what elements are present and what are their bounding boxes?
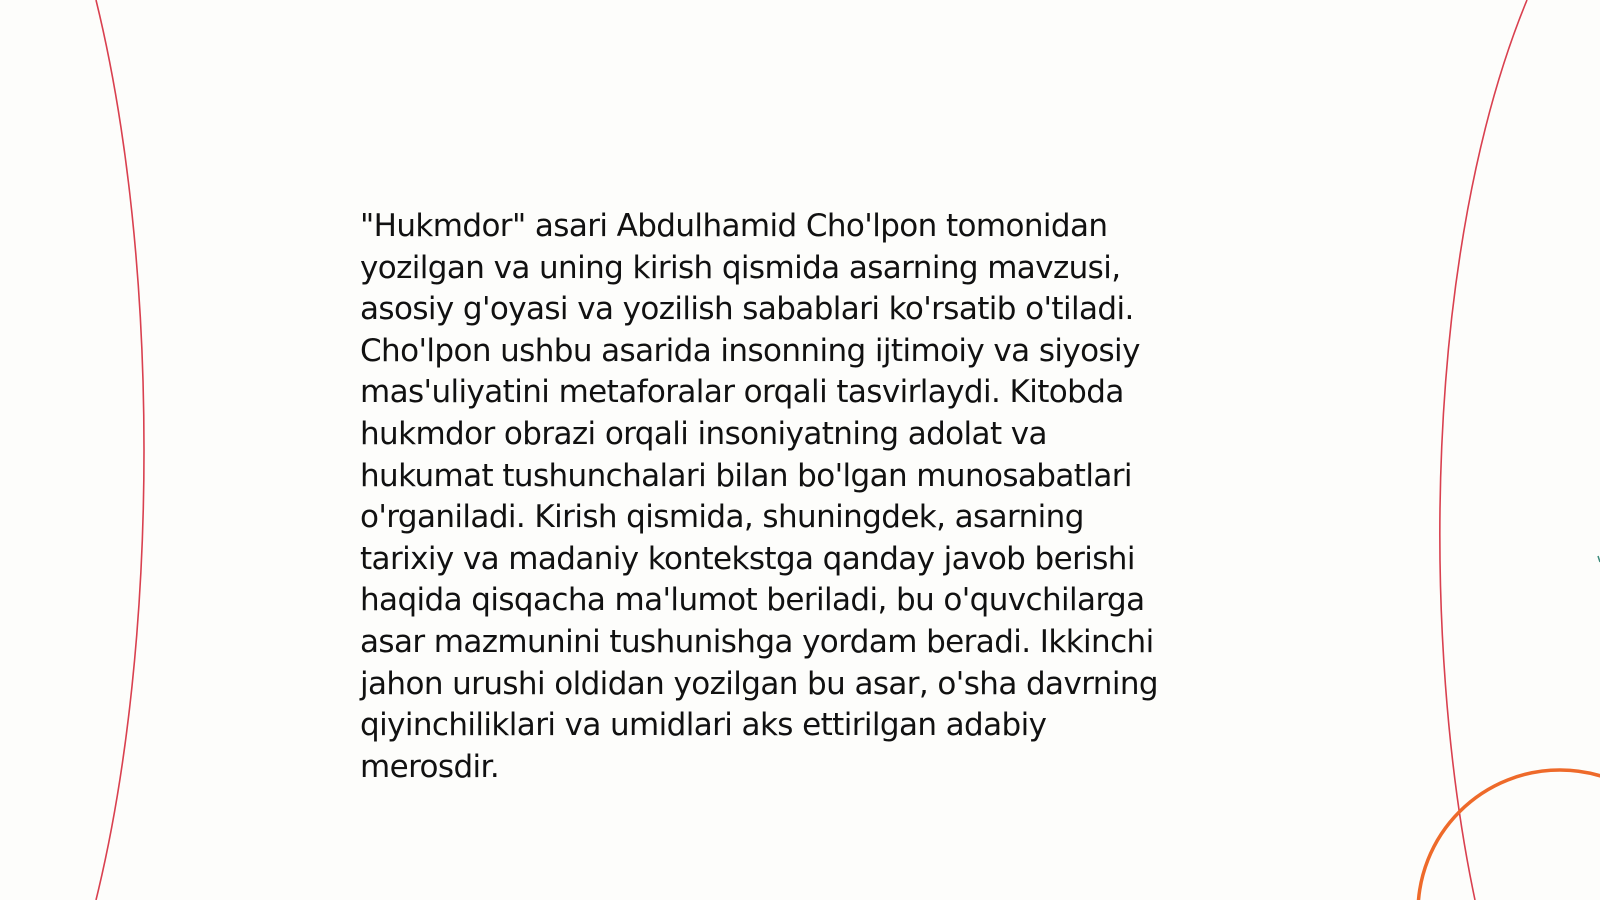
body-paragraph: "Hukmdor" asari Abdulhamid Cho'lpon tomonidan yozilgan va uning kirish qismida asarning mavzusi, asosiy g'oyasi va yozilish sabablari ko'rsatib o'tiladi. Cho'lpon ushbu asarida insonning ijtimoiy va siyosiy mas'uliyatini metaforalar orqali tasvirlaydi. Kitobda hukmdor obrazi orqali insoniyatning adolat va hukumat tushunchalari bilan bo'lgan munosabatlari o'rganiladi. Kirish qismida, shuningdek, asarning tarixiy va madaniy kontekstga qanday javob berishi haqida qisqacha ma'lumot beriladi, bu o'quvchilarga asar mazmunini tushunishga yordam beradi. Ikkinchi jahon urushi oldidan yozilgan bu asar, o'sha davrning qiyinchiliklari va umidlari aks ettirilgan adabiy merosdir.	[360, 208, 1158, 785]
bottom-right-arc	[1418, 770, 1600, 900]
left-curve-line	[96, 0, 144, 900]
right-curve-line	[1440, 0, 1527, 900]
